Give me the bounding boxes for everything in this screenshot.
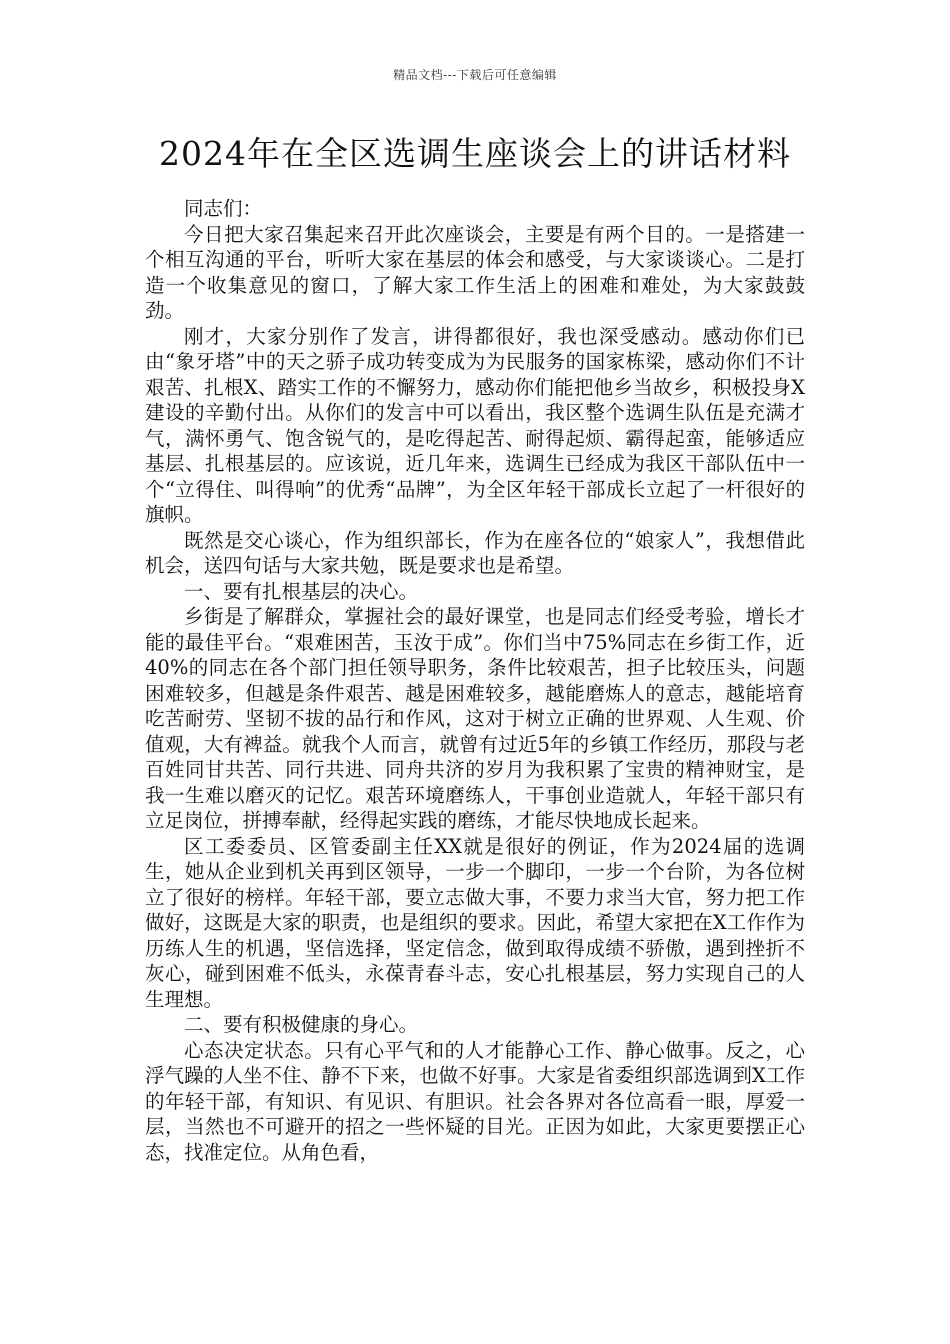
body-paragraph: 今日把大家召集起来召开此次座谈会，主要是有两个目的。一是搭建一个相互沟通的平台，听听大家在基层的体会和感受，与大家谈谈心。二是打造一个收集意见的窗口，了解大家工作生活上的困难和难处，为大家鼓鼓劲。	[145, 222, 805, 322]
salutation: 同志们：	[184, 197, 263, 220]
section-heading: 一、要有扎根基层的决心。	[184, 579, 419, 603]
document-title: 2024年在全区选调生座谈会上的讲话材料	[159, 134, 791, 173]
body-paragraph: 乡街是了解群众，掌握社会的最好课堂，也是同志们经受考验，增长才能的最佳平台。“艰难困苦，玉汝于成”。你们当中75%同志在乡街工作，近40%的同志在各个部门担任领导职务，条件比较艰苦，担子比较压头，问题困难较多，但越是条件艰苦、越是困难较多，越能磨炼人的意志，越能培育吃苦耐劳、坚韧不拔的品行和作风，这对于树立正确的世界观、人生观、价值观，大有裨益。就我个人而言，就曾有过近5年的乡镇工作经历，那段与老百姓同甘共苦、同行共进、同舟共济的岁月为我积累了宝贵的精神财宝，是我一生难以磨灭的记忆。艰苦环境磨练人，干事创业造就人，年轻干部只有立足岗位，拼搏奉献，经得起实践的磨练，才能尽快地成长起来。	[145, 605, 805, 832]
section-heading: 二、要有积极健康的身心。	[184, 1013, 419, 1036]
header-note: 精品文档---下载后可任意编辑	[393, 68, 557, 82]
body-paragraph: 心态决定状态。只有心平气和的人才能静心工作、静心做事。反之，心浮气躁的人坐不住、静不下来，也做不好事。大家是省委组织部选调到X工作的年轻干部，有知识、有见识、有胆识。社会各界对各位高看一眼，厚爱一层，当然也不可避开的招之一些怀疑的目光。正因为如此，大家更要摆正心态，找准定位。从角色看，	[145, 1038, 805, 1164]
body-paragraph: 区工委委员、区管委副主任XX就是很好的例证，作为2024届的选调生，她从企业到机关再到区领导，一步一个脚印，一步一个台阶，为各位树立了很好的榜样。年轻干部，要立志做大事，不要力求当大官，努力把工作做好，这既是大家的职责，也是组织的要求。因此，希望大家把在X工作作为历练人生的机遇，坚信选择，坚定信念，做到取得成绩不骄傲，遇到挫折不灰心，碰到困难不低头，永葆青春斗志，安心扎根基层，努力实现自己的人生理想。	[145, 834, 805, 1011]
document-body	[145, 196, 805, 1165]
body-paragraph: 既然是交心谈心，作为组织部长，作为在座各位的“娘家人”，我想借此机会，送四句话与大家共勉，既是要求也是希望。	[145, 528, 805, 577]
body-paragraph: 刚才，大家分别作了发言，讲得都很好，我也深受感动。感动你们已由“象牙塔”中的天之骄子成功转变成为为民服务的国家栋梁，感动你们不计艰苦、扎根X、踏实工作的不懈努力，感动你们能把他乡当故乡，积极投身X建设的辛勤付出。从你们的发言中可以看出，我区整个选调生队伍是充满才气，满怀勇气、饱含锐气的，是吃得起苦、耐得起烦、霸得起蛮，能够适应基层、扎根基层的。应该说，近几年来，选调生已经成为我区干部队伍中一个“立得住、叫得响”的优秀“品牌”，为全区年轻干部成长立起了一杆很好的旗帜。	[145, 324, 805, 526]
